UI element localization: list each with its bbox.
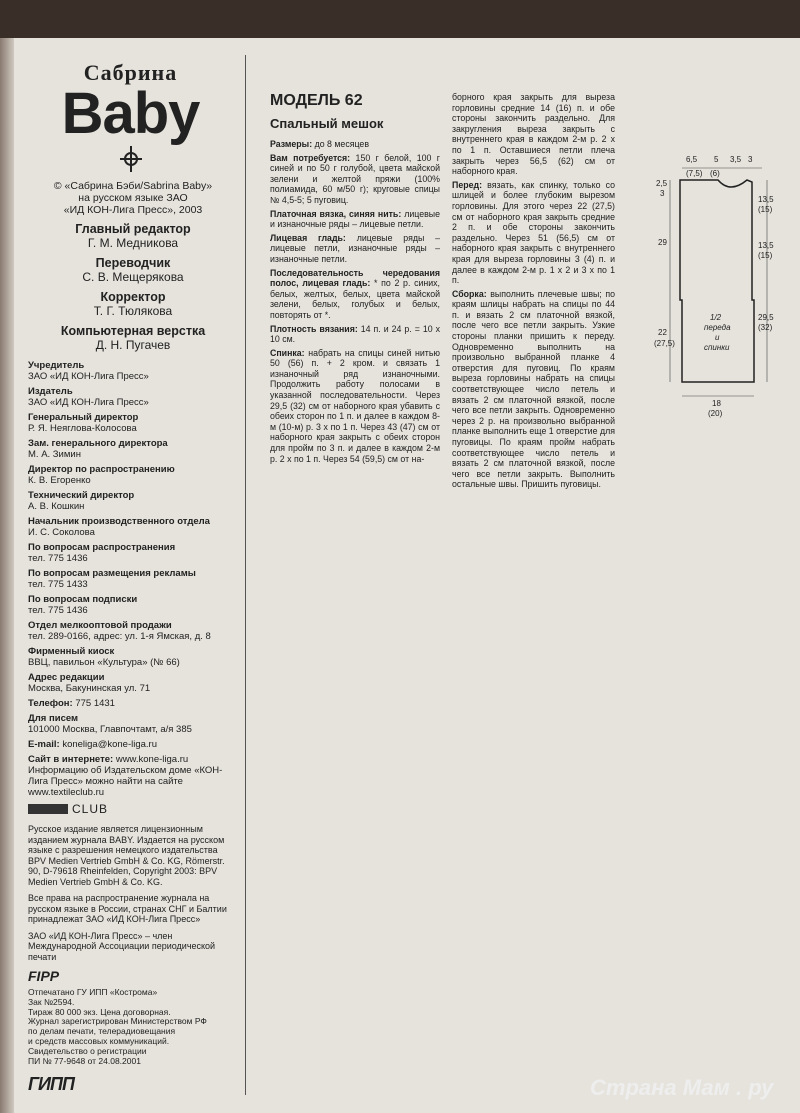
copyright-line: на русском языке ЗАО: [78, 192, 188, 204]
staff-name: С. В. Мещерякова: [82, 270, 184, 284]
rights-text: Все права на распространение журнала на русском языке в России, странах СНГ и Балтии принадлежат ЗАО «ИД КОН-Лига Пресс»: [28, 893, 227, 924]
dim-right-2: (15): [758, 205, 773, 214]
staff-proofreader: [28, 290, 238, 318]
dim-right-3: 13,5: [758, 241, 774, 250]
back-continued: борного края закрыть для выреза горловины средние 14 (16) п. и обе стороны закончить раздельно. Для закругления выреза закрыть с внутреннего края в каждом 2-м р. 2 х по 1 п. Оставшиеся петли плеча закрыть через 56,5 (62) см от наборного края.: [452, 92, 615, 177]
publisher-info: [28, 360, 238, 798]
pattern-schematic: [622, 150, 782, 420]
dim-top-2: 5: [714, 155, 719, 164]
masthead: [28, 60, 233, 179]
dim-top-alt-2: (6): [710, 169, 720, 178]
info-heading: По вопросам распространения: [28, 542, 176, 553]
para-heading: Лицевая гладь:: [270, 232, 346, 243]
dim-left-1: 2,5: [656, 179, 668, 188]
assembly-paragraph: [452, 289, 615, 490]
dim-right-5: 29,5: [758, 313, 774, 322]
staff-name: Д. Н. Пугачев: [95, 338, 171, 352]
imprint-line: Тираж 80 000 экз. Цена договорная.: [28, 1006, 171, 1017]
dim-left-4: 22: [658, 328, 667, 337]
imprint-line: по делам печати, телерадиовещания: [28, 1026, 176, 1037]
dim-top-alt-1: (7,5): [686, 169, 703, 178]
info-block: [28, 438, 238, 460]
dim-top-3: 3,5: [730, 155, 742, 164]
info-value: 101000 Москва, Главпочтамт, а/я 385: [28, 724, 192, 735]
copyright-line: © «Сабрина Бэби/Sabrina Baby»: [53, 180, 213, 192]
staff-title: Главный редактор: [75, 222, 191, 236]
info-block: [28, 713, 238, 735]
para-heading: Сборка:: [452, 288, 487, 299]
info-value: ЗАО «ИД КОН-Лига Пресс»: [28, 397, 149, 408]
info-block: [28, 464, 238, 486]
dim-bottom-1: 18: [712, 399, 721, 408]
para-text: лицевые и изнаночные ряды – лицевые петли.: [270, 208, 440, 230]
dim-top-4: 3: [748, 155, 753, 164]
front-paragraph: [452, 180, 615, 286]
piece-label: 1/2: [710, 313, 722, 322]
info-value[interactable]: koneliga@kone-liga.ru: [62, 739, 157, 750]
dim-right-4: (15): [758, 251, 773, 260]
para-text: до 8 месяцев: [314, 139, 369, 149]
para-text: выполнить плечевые швы; по краям шлицы набрать на спицы по 44 п. и вязать 2 см платочной вязкой, после чего все петли закрыть. Узкие стороны планки пришить к переду. Одновременно выполнить на произвольно выбранной планке 4 отверстия для пуговиц. По краям выреза горловины набрать на спицы соответствующее число петель и вязать 2 см платочной вязкой, после чего все петли закрыть. Одновременно через 2 р. на произвольно выбранной планке выполнить еще 1 отверстие для пуговицы. По краям пройм набрать соответствующее число петель и вязать 2 см платочной вязкой, после чего все петли закрыть. Выполнить остальные швы. Пришить пуговицы.: [452, 288, 615, 490]
para-heading: Последовательность чередования полос, лицевая гладь:: [270, 267, 440, 289]
info-value: Москва, Бакунинская ул. 71: [28, 683, 151, 694]
info-block: [28, 542, 238, 564]
piece-label: спинки: [704, 343, 730, 352]
info-heading: Директор по распространению: [28, 464, 175, 475]
dim-left-3: 29: [658, 238, 667, 247]
club-text: CLUB: [72, 802, 109, 816]
para-text: 14 п. и 24 р. = 10 x 10 см.: [270, 323, 440, 345]
para-heading: Платочная вязка, синяя нить:: [270, 208, 402, 219]
imprint-column: [28, 180, 238, 1095]
para-text: * по 2 р. синих, белых, желтых, белых, цвета майской зелени, белых, голубых и белых, повторять от *.: [270, 278, 440, 320]
info-block: [28, 739, 238, 750]
info-heading: Телефон:: [28, 698, 73, 709]
staff-editor: [28, 222, 238, 250]
info-heading: Фирменный киоск: [28, 646, 115, 657]
info-heading: Издатель: [28, 386, 73, 397]
para-heading: Перед:: [452, 179, 482, 190]
info-block: [28, 568, 238, 590]
info-value: тел. 775 1436: [28, 553, 88, 564]
piece-label: переда: [704, 323, 731, 332]
print-imprint: [28, 988, 238, 1066]
info-heading: Генеральный директор: [28, 412, 139, 423]
masthead-title: Baby: [61, 81, 200, 146]
copyright-line: «ИД КОН-Лига Пресс», 2003: [63, 204, 203, 216]
info-heading: E-mail:: [28, 739, 60, 750]
dim-left-2: 3: [660, 189, 665, 198]
imprint-line: Отпечатано ГУ ИПП «Кострома»: [28, 987, 158, 997]
fipp-logo: FIPP: [28, 968, 60, 984]
dim-left-5: (27,5): [654, 339, 675, 348]
info-value: ВВЦ, павильон «Культура» (№ 66): [28, 657, 180, 668]
model-title: МОДЕЛЬ 62: [270, 92, 363, 109]
info-value[interactable]: www.kone-liga.ru Информацию об Издательском доме «КОН-Лига Пресс» можно найти на сайте www.textileclub.ru: [28, 754, 223, 798]
gauge-paragraph: [270, 324, 440, 345]
info-block: [28, 516, 238, 538]
info-block: [28, 594, 238, 616]
info-heading: Зам. генерального директора: [28, 438, 168, 449]
imprint-line: и средств массовых коммуникаций.: [28, 1035, 170, 1046]
info-heading: Адрес редакции: [28, 672, 105, 683]
watermark: Страна Мам . ру: [590, 1075, 774, 1100]
info-block: [28, 754, 238, 798]
piece-label: и: [715, 333, 720, 342]
imprint-line: Свидетельство о регистрации: [28, 1045, 147, 1056]
info-value: А. В. Кошкин: [28, 501, 85, 512]
info-heading: Сайт в интернете:: [28, 754, 114, 765]
gipp-logo: ГИПП: [28, 1074, 74, 1095]
info-heading: По вопросам подписки: [28, 594, 138, 605]
info-heading: Учредитель: [28, 360, 85, 371]
para-heading: Спинка:: [270, 347, 305, 358]
staff-name: Г. М. Медникова: [87, 236, 179, 250]
info-value: тел. 775 1433: [28, 579, 88, 590]
license-text: Русское издание является лицензионным изданием журнала BABY. Издается на русском языке с разрешения немецкого издательства BPV Medien Vertrieb GmbH & Co. KG, Römerstr. 90, D-79618 Rheinfelden, Copyright 2003: BPV Medien Vertrieb GmbH & Co. KG.: [28, 824, 225, 887]
staff-title: Корректор: [100, 290, 166, 304]
info-value: 775 1431: [75, 698, 115, 709]
staff-translator: [28, 256, 238, 284]
para-heading: Вам потребуется:: [270, 152, 351, 163]
info-value: тел. 775 1436: [28, 605, 88, 616]
stockinette-paragraph: [270, 233, 440, 265]
masthead-top: Сабрина: [83, 60, 178, 85]
info-value: Р. Я. Неяглова-Колосова: [28, 423, 137, 434]
column-divider: [245, 55, 246, 1095]
pattern-column-2: [452, 92, 615, 493]
stripes-paragraph: [270, 268, 440, 321]
info-value: М. А. Зимин: [28, 449, 81, 460]
page-edge: [0, 38, 14, 1113]
staff-name: Т. Г. Тюлякова: [93, 304, 173, 318]
member-text: ЗАО «ИД КОН-Лига Пресс» – член Международной Ассоциации периодической печати: [28, 930, 216, 962]
staff-title: Переводчик: [95, 256, 171, 270]
info-heading: Начальник производственного отдела: [28, 516, 210, 527]
pattern-column-1: [270, 92, 440, 467]
info-block: [28, 360, 238, 382]
back-paragraph: [270, 348, 440, 465]
staff-title: Компьютерная верстка: [60, 324, 206, 338]
info-heading: По вопросам размещения рекламы: [28, 568, 196, 579]
info-block: [28, 620, 238, 642]
para-text: лицевые ряды – лицевые петли, изнаночные ряды – изнаночные петли.: [270, 232, 441, 264]
info-block: [28, 386, 238, 408]
info-heading: Отдел мелкооптовой продажи: [28, 620, 172, 631]
club-logo: [28, 802, 238, 816]
imprint-line: Журнал зарегистрирован Министерством РФ: [28, 1016, 207, 1027]
club-logo-block: [28, 804, 68, 814]
dim-right-6: (32): [758, 323, 773, 332]
info-value: ЗАО «ИД КОН-Лига Пресс»: [28, 371, 149, 382]
info-heading: Технический директор: [28, 490, 135, 501]
publisher-logo-icon: [116, 144, 146, 174]
para-text: 150 г белой, 100 г синей и по 50 г голубой, цвета майской зелени и желтой пряжи (100% полиамида, 60 м/50 г); круговые спицы № 4,5-5; 5 пуговиц.: [270, 152, 441, 205]
info-block: [28, 412, 238, 434]
dim-top-1: 6,5: [686, 155, 698, 164]
model-subtitle: Спальный мешок: [270, 116, 384, 131]
staff-layout: [28, 324, 238, 352]
para-text: набрать на спицы синей нитью 50 (56) п. + 2 кром. и связать 1 изнаночный ряд изнаночными. Продолжить работу полосами в указанной последовательности. Через 29,5 (32) см от наборного края убавить с обеих сторон по 1 п. и далее в каждом 8-м (10-м) р. 3 х по 1 п. Через 43 (47) см от наборного края закрыть с обеих сторон для пройм по 3 п. и далее в каждом 2-м р. 2 х по 1 п. Через 54 (59,5) см от на-: [270, 347, 440, 464]
dim-right-1: 13,5: [758, 195, 774, 204]
info-value: тел. 289-0166, адрес: ул. 1-я Ямская, д. 8: [28, 631, 211, 642]
dim-bottom-2: (20): [708, 409, 723, 418]
imprint-line: Зак №2594.: [28, 996, 75, 1007]
info-block: [28, 646, 238, 668]
info-value: К. В. Егоренко: [28, 475, 91, 486]
materials-paragraph: [270, 153, 440, 206]
para-heading: Плотность вязания:: [270, 323, 358, 334]
imprint-line: ПИ № 77-9648 от 24.08.2001: [28, 1055, 141, 1066]
copyright: [28, 180, 238, 216]
info-value: И. С. Соколова: [28, 527, 95, 538]
para-heading: Размеры:: [270, 139, 313, 149]
info-block: [28, 672, 238, 694]
info-block: [28, 698, 238, 709]
garter-paragraph: [270, 209, 440, 230]
sizes-paragraph: [270, 139, 440, 150]
info-block: [28, 490, 238, 512]
para-text: вязать, как спинку, только со шлицей и более глубоким вырезом горловины. Для этого через 22 (27,5) см от наборного края закрыть средние 2 п. и обе стороны закончить раздельно. Через 51 (56,5) см от наборного края закрыть с внутреннего края для выреза горловины 3 (4) п. и далее в каждом 2-м р. 1 х 2 и 3 х по 1 п.: [452, 179, 615, 286]
info-heading: Для писем: [28, 713, 79, 724]
